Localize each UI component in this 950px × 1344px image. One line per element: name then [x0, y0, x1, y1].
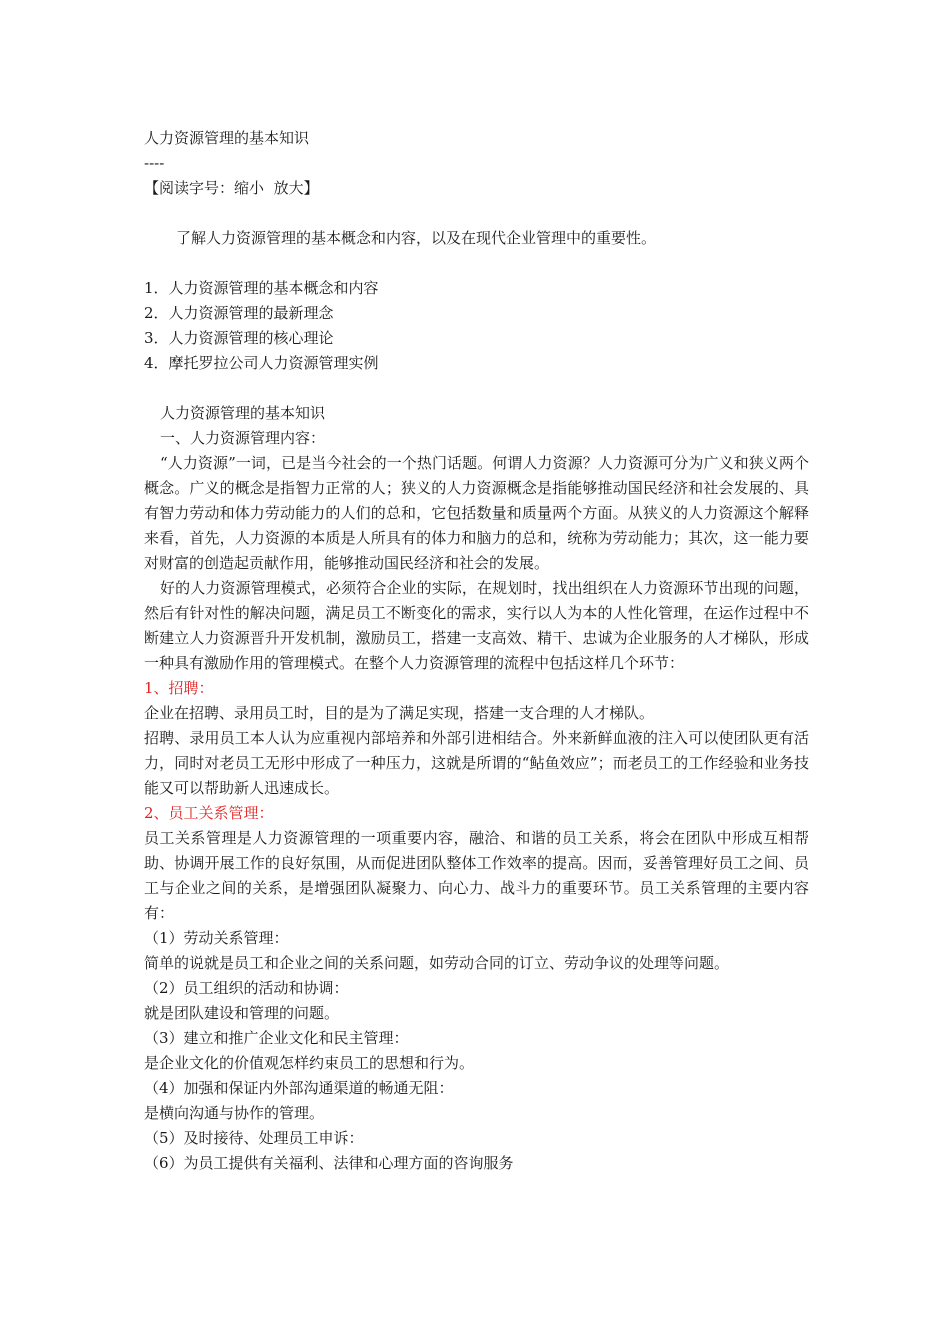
toc-item: 1．人力资源管理的基本概念和内容: [144, 279, 379, 297]
list-item: 就是团队建设和管理的问题。: [144, 1004, 340, 1022]
paragraph: 招聘、录用员工本人认为应重视内部培养和外部引进相结合。外来新鲜血液的注入可以使团队更有活力，同时对老员工无形中形成了一种压力，这就是所谓的“鲇鱼效应”；而老员工的工作经验和业务技能又可以帮助新人迅速成长。: [144, 729, 809, 797]
article-summary: 了解人力资源管理的基本概念和内容，以及在现代企业管理中的重要性。: [176, 229, 657, 247]
font-size-bracket: 】: [303, 179, 319, 197]
paragraph: 好的人力资源管理模式，必须符合企业的实际，在规划时，找出组织在人力资源环节出现的问题，然后有针对性的解决问题，满足员工不断变化的需求，实行以人为本的人性化管理，在运作过程中不断建立人力资源晋升开发机制，激励员工，搭建一支高效、精干、忠诚为企业服务的人才梯队，形成一种具有激励作用的管理模式。在整个人力资源管理的流程中包括这样几个环节：: [144, 579, 809, 672]
paragraph: 员工关系管理是人力资源管理的一项重要内容，融洽、和谐的员工关系，将会在团队中形成互相帮助、协调开展工作的良好氛围，从而促进团队整体工作效率的提高。因而，妥善管理好员工之间、员工与企业之间的关系，是增强团队凝聚力、向心力、战斗力的重要环节。员工关系管理的主要内容有：: [144, 829, 809, 922]
list-item: （1）劳动关系管理：: [144, 929, 289, 947]
list-item: 简单的说就是员工和企业之间的关系问题，如劳动合同的订立、劳动争议的处理等问题。: [144, 954, 730, 972]
toc-item: 3．人力资源管理的核心理论: [144, 329, 334, 347]
paragraph: “人力资源”一词，已是当今社会的一个热门话题。何谓人力资源？人力资源可分为广义和狭义两个概念。广义的概念是指智力正常的人；狭义的人力资源概念是指能够推动国民经济和社会发展的、具有智力劳动和体力劳动能力的人们的总和，它包括数量和质量两个方面。从狭义的人力资源这个解释来看，首先，人力资源的本质是人所具有的体力和脑力的总和，统称为劳动能力；其次，这一能力要对财富的创造起贡献作用，能够推动国民经济和社会的发展。: [144, 454, 809, 572]
list-item: （6）为员工提供有关福利、法律和心理方面的咨询服务: [144, 1154, 514, 1172]
list-item: （4）加强和保证内外部沟通渠道的畅通无阻：: [144, 1079, 454, 1097]
shrink-font-link[interactable]: 缩小: [234, 179, 265, 197]
list-item: （3）建立和推广企业文化和民主管理：: [144, 1029, 409, 1047]
article-body: [144, 126, 809, 1176]
section-title: 人力资源管理的基本知识: [160, 404, 326, 422]
toc-item: 4．摩托罗拉公司人力资源管理实例: [144, 354, 379, 372]
title-separator: ----: [144, 154, 165, 172]
font-size-controls: [144, 176, 809, 201]
subheading-recruitment: 1、招聘：: [144, 679, 214, 697]
section-heading: 一、人力资源管理内容：: [160, 429, 326, 447]
list-item: 是企业文化的价值观怎样约束员工的思想和行为。: [144, 1054, 475, 1072]
paragraph: 企业在招聘、录用员工时，目的是为了满足实现，搭建一支合理的人才梯队。: [144, 704, 655, 722]
list-item: （2）员工组织的活动和协调：: [144, 979, 349, 997]
toc-item: 2．人力资源管理的最新理念: [144, 304, 334, 322]
article-title: 人力资源管理的基本知识: [144, 129, 310, 147]
list-item: （5）及时接待、处理员工申诉：: [144, 1129, 364, 1147]
font-size-label: 【阅读字号：: [144, 179, 235, 197]
enlarge-font-link[interactable]: 放大: [273, 179, 304, 197]
list-item: 是横向沟通与协作的管理。: [144, 1104, 325, 1122]
subheading-employee-relations: 2、员工关系管理：: [144, 804, 274, 822]
